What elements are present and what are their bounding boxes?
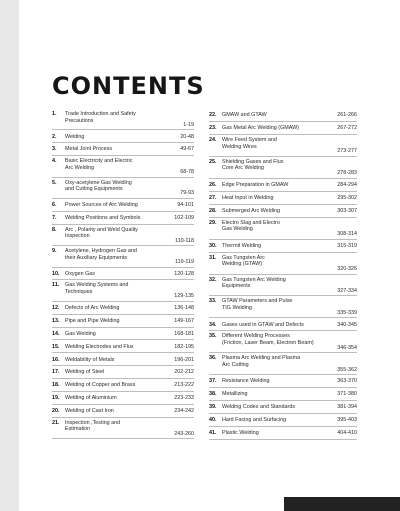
toc-entry[interactable] [209,388,357,401]
toc-entry-number: 34. [209,321,217,328]
toc-entry-title [65,215,140,222]
toc-entry[interactable] [52,302,194,315]
toc-entry-title-line: Edge Preparation in GMAW [222,181,289,188]
toc-entry-title [65,369,104,376]
toc-entry-pages: 284-294 [337,181,357,188]
toc-entry[interactable] [209,179,357,192]
toc-entry-title-line: Welding of Aluminium [65,395,117,402]
toc-entry-number: 2. [52,133,57,140]
toc-entry-title-line: Metallizing [222,391,248,398]
toc-entry-pages: 395-403 [337,417,357,424]
toc-entry-title-line: Plasma Arc Welding and Plasma [222,355,301,362]
toc-entry-title-line: Gas Metal Arc Welding (GMAW) [222,125,299,132]
toc-entry-title [222,182,288,189]
toc-entry-title [222,195,273,202]
toc-entry-pages: 308-314 [337,231,357,238]
toc-entry-number: 17. [52,369,60,376]
toc-entry-number: 20. [52,408,60,415]
toc-entry-number: 12. [52,304,60,311]
toc-entry-pages: 381-394 [337,404,357,411]
toc-entry-title [65,344,134,351]
toc-entry[interactable] [209,253,357,275]
toc-entry[interactable] [209,296,357,318]
toc-entry-pages: 94-101 [177,202,194,209]
toc-entry[interactable] [209,240,357,253]
toc-entry-title [222,243,261,250]
toc-entry-pages: 68-78 [180,168,194,175]
toc-entry-title [222,391,247,398]
toc-entry-number: 7. [52,214,57,221]
toc-entry-title-line: Arc , Polarity and Weld Quality [65,226,139,233]
toc-entry[interactable] [209,192,357,205]
toc-entry-title-line: Power Sources of Arc Welding [65,202,138,209]
toc-entry-number: 30. [209,242,217,249]
toc-entry-title [222,355,300,368]
toc-entry-pages: 129-135 [174,293,194,300]
toc-entry[interactable] [209,218,357,240]
toc-entry[interactable] [52,212,194,225]
toc-entry-title [222,333,314,346]
toc-entry-title [222,255,265,268]
toc-entry-number: 41. [209,430,217,437]
toc-entry-title [222,277,286,290]
toc-entry-pages: 303-307 [337,207,357,214]
toc-entry-pages: 371-380 [337,391,357,398]
toc-entry-title [222,417,286,424]
toc-entry-pages: 79-93 [180,190,194,197]
toc-entry-title-line: Gases used in GTAW and Defects [222,321,304,328]
toc-entry[interactable] [209,205,357,218]
toc-entry[interactable] [52,366,194,379]
toc-entry-number: 11. [52,282,60,289]
toc-entry-title-line: Equipments [222,283,251,290]
toc-entry-number: 10. [52,270,60,277]
toc-entry[interactable] [209,275,357,297]
page-title: CONTENTS [52,72,205,100]
toc-entry-pages: 340-345 [337,321,357,328]
toc-entry[interactable] [209,375,357,388]
toc-entry-number: 31. [209,254,217,261]
toc-entry-title [65,146,112,153]
toc-entry-title-line: Inspection [65,233,90,240]
toc-entry-pages: 327-334 [337,287,357,294]
toc-entry[interactable] [52,156,194,177]
toc-entry-number: 4. [52,158,57,165]
toc-entry[interactable] [52,130,194,143]
toc-entry-pages: 315-319 [337,242,357,249]
toc-entry[interactable] [52,340,194,353]
toc-entry-title-line: and Cutting Equipments [65,186,123,193]
toc-entry-title-line: Trade Introduction and Safety [65,111,136,117]
toc-entry-number: 21. [52,419,60,426]
toc-entry-pages: 149-167 [174,317,194,324]
toc-entry-pages: 119-119 [175,258,194,265]
toc-entry-number: 25. [209,158,217,165]
toc-entry-title [222,137,277,150]
toc-entry-title-line: GMAW and GTAW [222,112,267,119]
contents-column-right [209,109,357,440]
toc-entry-number: 35. [209,333,217,340]
toc-entry-number: 1. [52,111,57,117]
toc-entry-title [65,331,96,338]
toc-entry[interactable] [209,401,357,414]
toc-entry[interactable] [209,331,357,353]
toc-entry-title-line: Gas Tungsten Arc Welding [222,276,286,283]
footer-bar [284,497,400,511]
toc-entry-title-line: Techniques [65,289,93,295]
toc-entry-title [222,322,304,329]
toc-entry-title [65,382,135,389]
toc-entry[interactable] [52,178,194,199]
contents-column-left [52,109,194,439]
toc-entry-title-line: Weldability of Metals [65,356,115,363]
toc-entry-title-line: Welding of Copper and Brass [65,382,136,389]
toc-entry[interactable] [52,109,194,130]
toc-entry-title-line: Gas Welding [222,226,253,233]
toc-entry[interactable] [209,109,357,122]
toc-entry-title [65,357,114,364]
toc-entry-title-line: Basic Electricity and Electric [65,158,133,165]
toc-entry-title [65,158,132,171]
toc-entry[interactable] [52,328,194,341]
toc-entry-pages: 320-326 [337,265,357,272]
toc-entry-title-line: Gas Welding Systems and [65,282,129,289]
toc-entry[interactable] [52,418,194,439]
toc-entry-title-line: Welding Electrodes and Flux [65,343,134,350]
toc-entry-number: 15. [52,343,60,350]
toc-entry-title-line: Welding (GTAW) [222,261,263,268]
toc-entry-title [222,125,299,132]
toc-entry-title [65,134,84,141]
toc-entry-title [65,408,114,415]
toc-entry[interactable] [52,353,194,366]
toc-entry-pages: 49-67 [180,146,194,153]
toc-entry-number: 38. [209,391,217,398]
toc-entry-title-line: Acetylene, Hydrogen Gas and [65,248,137,255]
toc-entry-number: 29. [209,219,217,226]
toc-entry-title [222,159,283,172]
toc-entry-pages: 110-118 [175,237,194,244]
toc-entry-number: 18. [52,382,60,389]
toc-entry-title [222,430,259,437]
toc-entry[interactable] [52,405,194,418]
toc-entry-title [222,112,267,119]
left-margin-band [0,0,19,511]
toc-entry[interactable] [209,157,357,179]
toc-entry-title-line: their Auxiliary Equipments [65,254,128,261]
toc-entry-title-line: Defects of Arc Welding [65,304,120,311]
toc-entry-number: 39. [209,404,217,411]
toc-entry[interactable] [52,225,194,246]
toc-entry-pages: 102-109 [174,214,194,221]
toc-entry-number: 28. [209,207,217,214]
toc-entry-title-line: Welding Wires [222,143,257,150]
toc-entry-pages: 243-260 [174,430,194,437]
toc-entry[interactable] [52,268,194,281]
toc-entry-pages: 136-148 [174,304,194,311]
toc-entry-title-line: Core Arc Welding [222,165,264,172]
toc-entry-title-line: Gas Tungsten Arc [222,254,265,261]
toc-entry-title [65,318,119,325]
toc-entry-pages: 363-370 [337,378,357,385]
toc-entry-title-line: Different Welding Processes [222,333,290,340]
toc-entry-number: 3. [52,146,57,153]
toc-entry-title [65,202,138,209]
toc-entry-number: 33. [209,298,217,305]
toc-entry-title-line: Heat Input in Welding [222,194,274,201]
toc-entry-title [65,395,117,402]
toc-entry-number: 40. [209,417,217,424]
toc-entry-title [65,227,138,240]
toc-entry-number: 27. [209,194,217,201]
toc-entry-title [65,305,119,312]
toc-entry-title-line: Welding of Cast Iron [65,408,114,415]
toc-entry-title [222,404,295,411]
toc-entry-title-line: Arc Welding [65,164,94,171]
toc-entry-title [222,220,280,233]
toc-entry[interactable] [209,414,357,427]
toc-entry-pages: 120-128 [174,270,194,277]
toc-entry-pages: 196-201 [174,356,194,363]
toc-entry-title-line: Welding Codes and Standards [222,404,296,411]
toc-entry-number: 37. [209,378,217,385]
toc-entry[interactable] [209,353,357,375]
toc-entry-pages: 278-283 [337,170,357,177]
toc-entry-title-line: Thermit Welding [222,242,262,249]
toc-entry-title-line: Hard Facing and Surfacing [222,417,287,424]
toc-entry-pages: 20-48 [180,133,194,140]
toc-entry-title-line: Metal Joint Process [65,146,113,153]
toc-entry-title-line: Precautions [65,117,94,124]
toc-entry-title-line: Welding [65,133,85,140]
toc-entry[interactable] [52,280,194,301]
toc-entry-pages: 404-410 [337,430,357,437]
toc-entry-number: 32. [209,276,217,283]
toc-entry[interactable] [52,379,194,392]
toc-entry[interactable] [209,122,357,135]
toc-entry-number: 24. [209,137,217,143]
toc-entry-title-line: Arc Cutting [222,361,249,368]
toc-entry-title-line: Pipe and Pipe Welding [65,317,120,324]
toc-entry-title [65,180,132,193]
toc-entry-title [222,378,270,385]
toc-entry-number: 36. [209,355,217,362]
toc-entry[interactable] [209,135,357,157]
toc-entry-title-line: Oxy-acetylene Gas Welding [65,179,132,186]
toc-entry-title-line: Submerged Arc Welding [222,207,281,214]
toc-entry-number: 14. [52,330,60,337]
toc-entry-title-line: (Friction, Laser Beam, Electron Beam) [222,339,314,346]
toc-entry-pages: 355-362 [337,366,357,373]
toc-entry-number: 9. [52,248,57,255]
toc-entry-pages: 213-222 [174,382,194,389]
toc-entry-title-line: Plastic Welding [222,430,259,437]
toc-entry-title-line: GTAW Parameters and Pulse [222,298,293,305]
toc-entry-pages: 202-212 [174,369,194,376]
toc-entry-title-line: Electro Slag and Electro [222,219,280,226]
toc-entry-pages: 346-354 [337,344,357,351]
toc-entry-title-line: Welding of Steel [65,369,105,376]
toc-entry-title [222,208,280,215]
toc-entry-title-line: Welding Positions and Symbols [65,214,141,221]
toc-entry-pages: 1-19 [183,121,194,128]
toc-entry-number: 6. [52,202,57,209]
toc-entry-pages: 267-272 [337,125,357,132]
toc-entry-pages: 295-302 [337,194,357,201]
toc-entry-title [222,298,292,311]
toc-entry-number: 26. [209,181,217,188]
toc-entry-pages: 261-266 [337,112,357,119]
toc-entry-pages: 335-339 [337,309,357,316]
toc-entry-title-line: TIG Welding [222,305,252,312]
toc-entry-title-line: Wire Feed System and [222,137,277,143]
toc-entry[interactable] [209,318,357,331]
toc-entry-title-line: Shielding Gases and Flux [222,158,284,165]
toc-entry-title-line: Resistance Welding [222,378,270,385]
toc-entry-title-line: Oxygen Gas [65,270,95,277]
toc-entry[interactable] [52,315,194,328]
toc-entry-number: 5. [52,179,57,186]
toc-entry-title-line: Estimation [65,426,91,433]
toc-entry-pages: 182-195 [174,343,194,350]
toc-entry-number: 22. [209,112,217,119]
toc-entry-number: 8. [52,226,57,233]
toc-entry[interactable] [52,392,194,405]
toc-entry-title [65,271,95,278]
toc-entry-number: 16. [52,356,60,363]
toc-entry-pages: 223-233 [174,395,194,402]
toc-entry-pages: 234-242 [174,408,194,415]
toc-entry-pages: 273-277 [337,148,357,155]
toc-entry[interactable] [52,143,194,156]
toc-entry-number: 13. [52,317,60,324]
toc-entry[interactable] [52,199,194,212]
toc-entry-title-line: Gas Welding [65,330,96,337]
toc-entry-number: 23. [209,125,217,132]
toc-entry-title [65,282,128,295]
toc-entry-pages: 168-181 [174,330,194,337]
toc-entry-title [65,420,120,433]
toc-entry-number: 19. [52,395,60,402]
toc-entry-title [65,248,137,261]
toc-entry-title [65,111,136,124]
toc-entry[interactable] [52,246,194,267]
toc-entry-title-line: Inspection ,Testing and [65,419,121,426]
toc-entry[interactable] [209,427,357,440]
